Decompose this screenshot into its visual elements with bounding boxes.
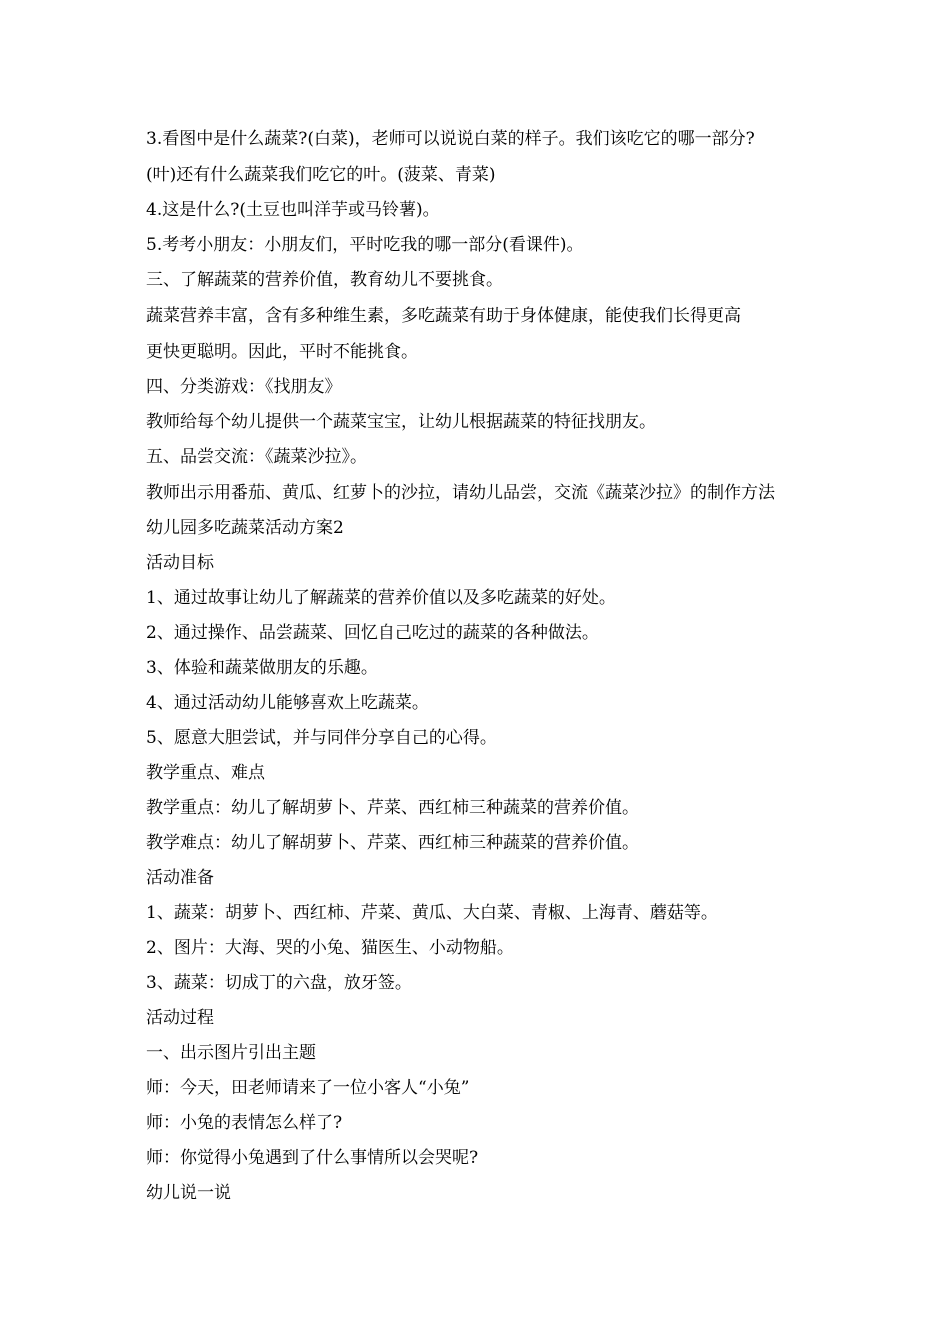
text-line: 教师给每个幼儿提供一个蔬菜宝宝，让幼儿根据蔬菜的特征找朋友。 [146, 412, 656, 432]
text-line: 更快更聪明。因此，平时不能挑食。 [146, 342, 418, 362]
text-line: 幼儿说一说 [146, 1183, 231, 1203]
section-heading: 活动准备 [146, 868, 214, 888]
section-heading: 一、出示图片引出主题 [146, 1043, 316, 1063]
text-line: 4.这是什么?(土豆也叫洋芋或马铃薯)。 [146, 200, 440, 220]
list-item: 5、愿意大胆尝试，并与同伴分享自己的心得。 [146, 728, 497, 748]
section-heading: 五、品尝交流：《蔬菜沙拉》。 [146, 447, 367, 467]
text-line: 教师出示用番茄、黄瓜、红萝卜的沙拉，请幼儿品尝，交流《蔬菜沙拉》的制作方法 [146, 483, 775, 503]
list-item: 3、体验和蔬菜做朋友的乐趣。 [146, 658, 378, 678]
list-item: 3、蔬菜：切成丁的六盘，放牙签。 [146, 973, 412, 993]
list-item: 1、通过故事让幼儿了解蔬菜的营养价值以及多吃蔬菜的好处。 [146, 588, 616, 608]
text-line: 蔬菜营养丰富，含有多种维生素，多吃蔬菜有助于身体健康，能使我们长得更高 [146, 306, 741, 326]
text-line: 教学重点：幼儿了解胡萝卜、芹菜、西红柿三种蔬菜的营养价值。 [146, 798, 639, 818]
text-line: 3.看图中是什么蔬菜?(白菜)，老师可以说说白菜的样子。我们该吃它的哪一部分? [146, 129, 755, 149]
list-item: 2、图片：大海、哭的小兔、猫医生、小动物船。 [146, 938, 514, 958]
text-line: 教学难点：幼儿了解胡萝卜、芹菜、西红柿三种蔬菜的营养价值。 [146, 833, 639, 853]
section-heading: 活动目标 [146, 553, 214, 573]
document-title: 幼儿园多吃蔬菜活动方案2 [146, 518, 344, 538]
document-page [146, 121, 810, 1211]
text-line: 师：你觉得小兔遇到了什么事情所以会哭呢? [146, 1148, 479, 1168]
list-item: 1、蔬菜：胡萝卜、西红柿、芹菜、黄瓜、大白菜、青椒、上海青、蘑菇等。 [146, 903, 718, 923]
text-line: 师：小兔的表情怎么样了? [146, 1113, 343, 1133]
section-heading: 活动过程 [146, 1008, 214, 1028]
text-line: 师：今天，田老师请来了一位小客人“小兔” [146, 1078, 470, 1098]
text-line: 5.考考小朋友：小朋友们，平时吃我的哪一部分(看课件)。 [146, 235, 584, 255]
section-heading: 四、分类游戏：《找朋友》 [146, 377, 342, 397]
section-heading: 三、了解蔬菜的营养价值，教育幼儿不要挑食。 [146, 270, 503, 290]
list-item: 2、通过操作、品尝蔬菜、回忆自己吃过的蔬菜的各种做法。 [146, 623, 599, 643]
text-line: (叶)还有什么蔬菜我们吃它的叶。(菠菜、青菜) [146, 165, 496, 185]
section-heading: 教学重点、难点 [146, 763, 265, 783]
list-item: 4、通过活动幼儿能够喜欢上吃蔬菜。 [146, 693, 429, 713]
